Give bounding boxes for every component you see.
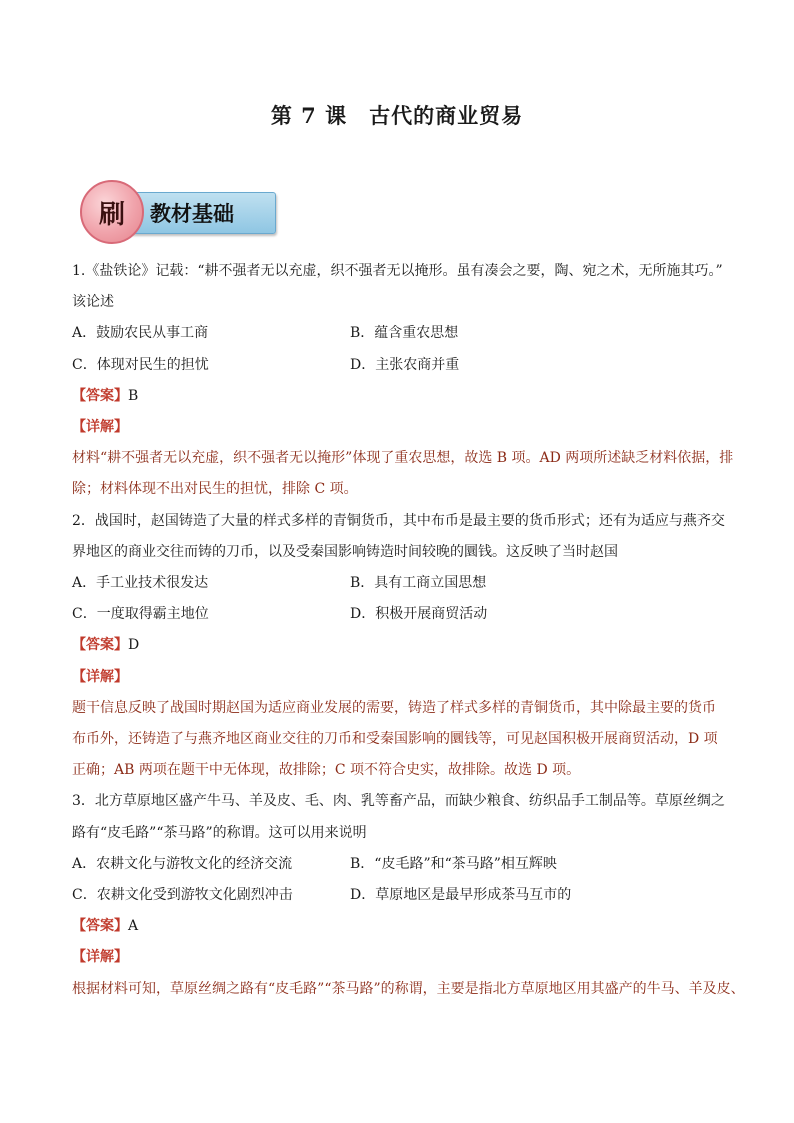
option-d: D．积极开展商贸活动: [350, 606, 488, 623]
detail-label: 【详解】: [72, 418, 128, 435]
option-c: C．农耕文化受到游牧文化剧烈冲击: [72, 886, 293, 903]
section-banner: [80, 184, 276, 238]
option-b: B．具有工商立国思想: [350, 575, 487, 591]
analysis-line: 除；材料体现不出对民生的担忧，排除 C 项。: [72, 481, 358, 498]
answer-value: A: [128, 918, 139, 935]
answer-label: 【答案】: [72, 918, 128, 935]
question-stem-line: 3．北方草原地区盛产牛马、羊及皮、毛、肉、乳等畜产品，而缺少粮食、纺织品手工制品等。草原丝绸之: [72, 793, 725, 810]
answer-line: [72, 911, 732, 942]
question-1: [72, 256, 732, 506]
page-title: 第 7 课 古代的商业贸易: [270, 103, 524, 128]
question-stem-line: 该论述: [72, 294, 114, 311]
answer-value: D: [128, 637, 140, 654]
answer-label: 【答案】: [72, 637, 128, 654]
option-a: A．手工业技术很发达: [72, 575, 209, 591]
answer-line: [72, 630, 732, 661]
question-3: [72, 786, 745, 1004]
option-b: B．“皮毛路”和“茶马路”相互辉映: [350, 855, 557, 872]
analysis-line: 题干信息反映了战国时期赵国为适应商业发展的需要，铸造了样式多样的青铜货币，其中除最主要的货币: [72, 699, 716, 716]
question-list: [72, 256, 745, 1005]
answer-line: [72, 381, 732, 412]
option-d: D．主张农商并重: [350, 356, 460, 373]
analysis-line: 正确；AB 两项在题干中无体现，故排除；C 项不符合史实，故排除。故选 D 项。: [72, 762, 581, 779]
question-stem-line: 界地区的商业交往而铸的刀币，以及受秦国影响铸造时间较晚的圜钱。这反映了当时赵国: [72, 543, 618, 560]
option-a: A．农耕文化与游牧文化的经济交流: [72, 855, 293, 872]
option-d: D．草原地区是最早形成茶马互市的: [350, 886, 572, 903]
analysis-line: 材料“耕不强者无以充虚，织不强者无以掩形”体现了重农思想，故选 B 项。AD 两项所述缺乏材料依据，排: [72, 450, 734, 467]
detail-label: 【详解】: [72, 668, 128, 685]
analysis-line: 根据材料可知，草原丝绸之路有“皮毛路”“茶马路”的称谓，主要是指北方草原地区用其盛产的牛马、羊及皮、: [72, 980, 745, 997]
question-2: [72, 506, 732, 787]
question-stem-line: 2．战国时，赵国铸造了大量的样式多样的青铜货币，其中布币是最主要的货币形式；还有为适应与燕齐交: [72, 512, 725, 529]
answer-value: B: [128, 387, 139, 404]
question-stem-line: 路有“皮毛路”“茶马路”的称谓。这可以用来说明: [72, 824, 367, 841]
detail-label: 【详解】: [72, 949, 128, 966]
analysis-line: 布币外，还铸造了与燕齐地区商业交往的刀币和受秦国影响的圜钱等，可见赵国积极开展商贸活动，D 项: [72, 730, 718, 747]
option-c: C．一度取得霸主地位: [72, 606, 209, 623]
option-c: C．体现对民生的担忧: [72, 356, 209, 373]
question-stem-line: 1.《盐铁论》记载：“耕不强者无以充虚，织不强者无以掩形。虽有凑会之要，陶、宛之术，无所施其巧。”: [72, 263, 723, 279]
banner-label: 教材基础: [150, 201, 234, 226]
option-a: A．鼓励农民从事工商: [72, 325, 209, 342]
option-b: B．蕴含重农思想: [350, 325, 459, 342]
banner-badge: 刷: [80, 180, 144, 244]
answer-label: 【答案】: [72, 387, 128, 404]
